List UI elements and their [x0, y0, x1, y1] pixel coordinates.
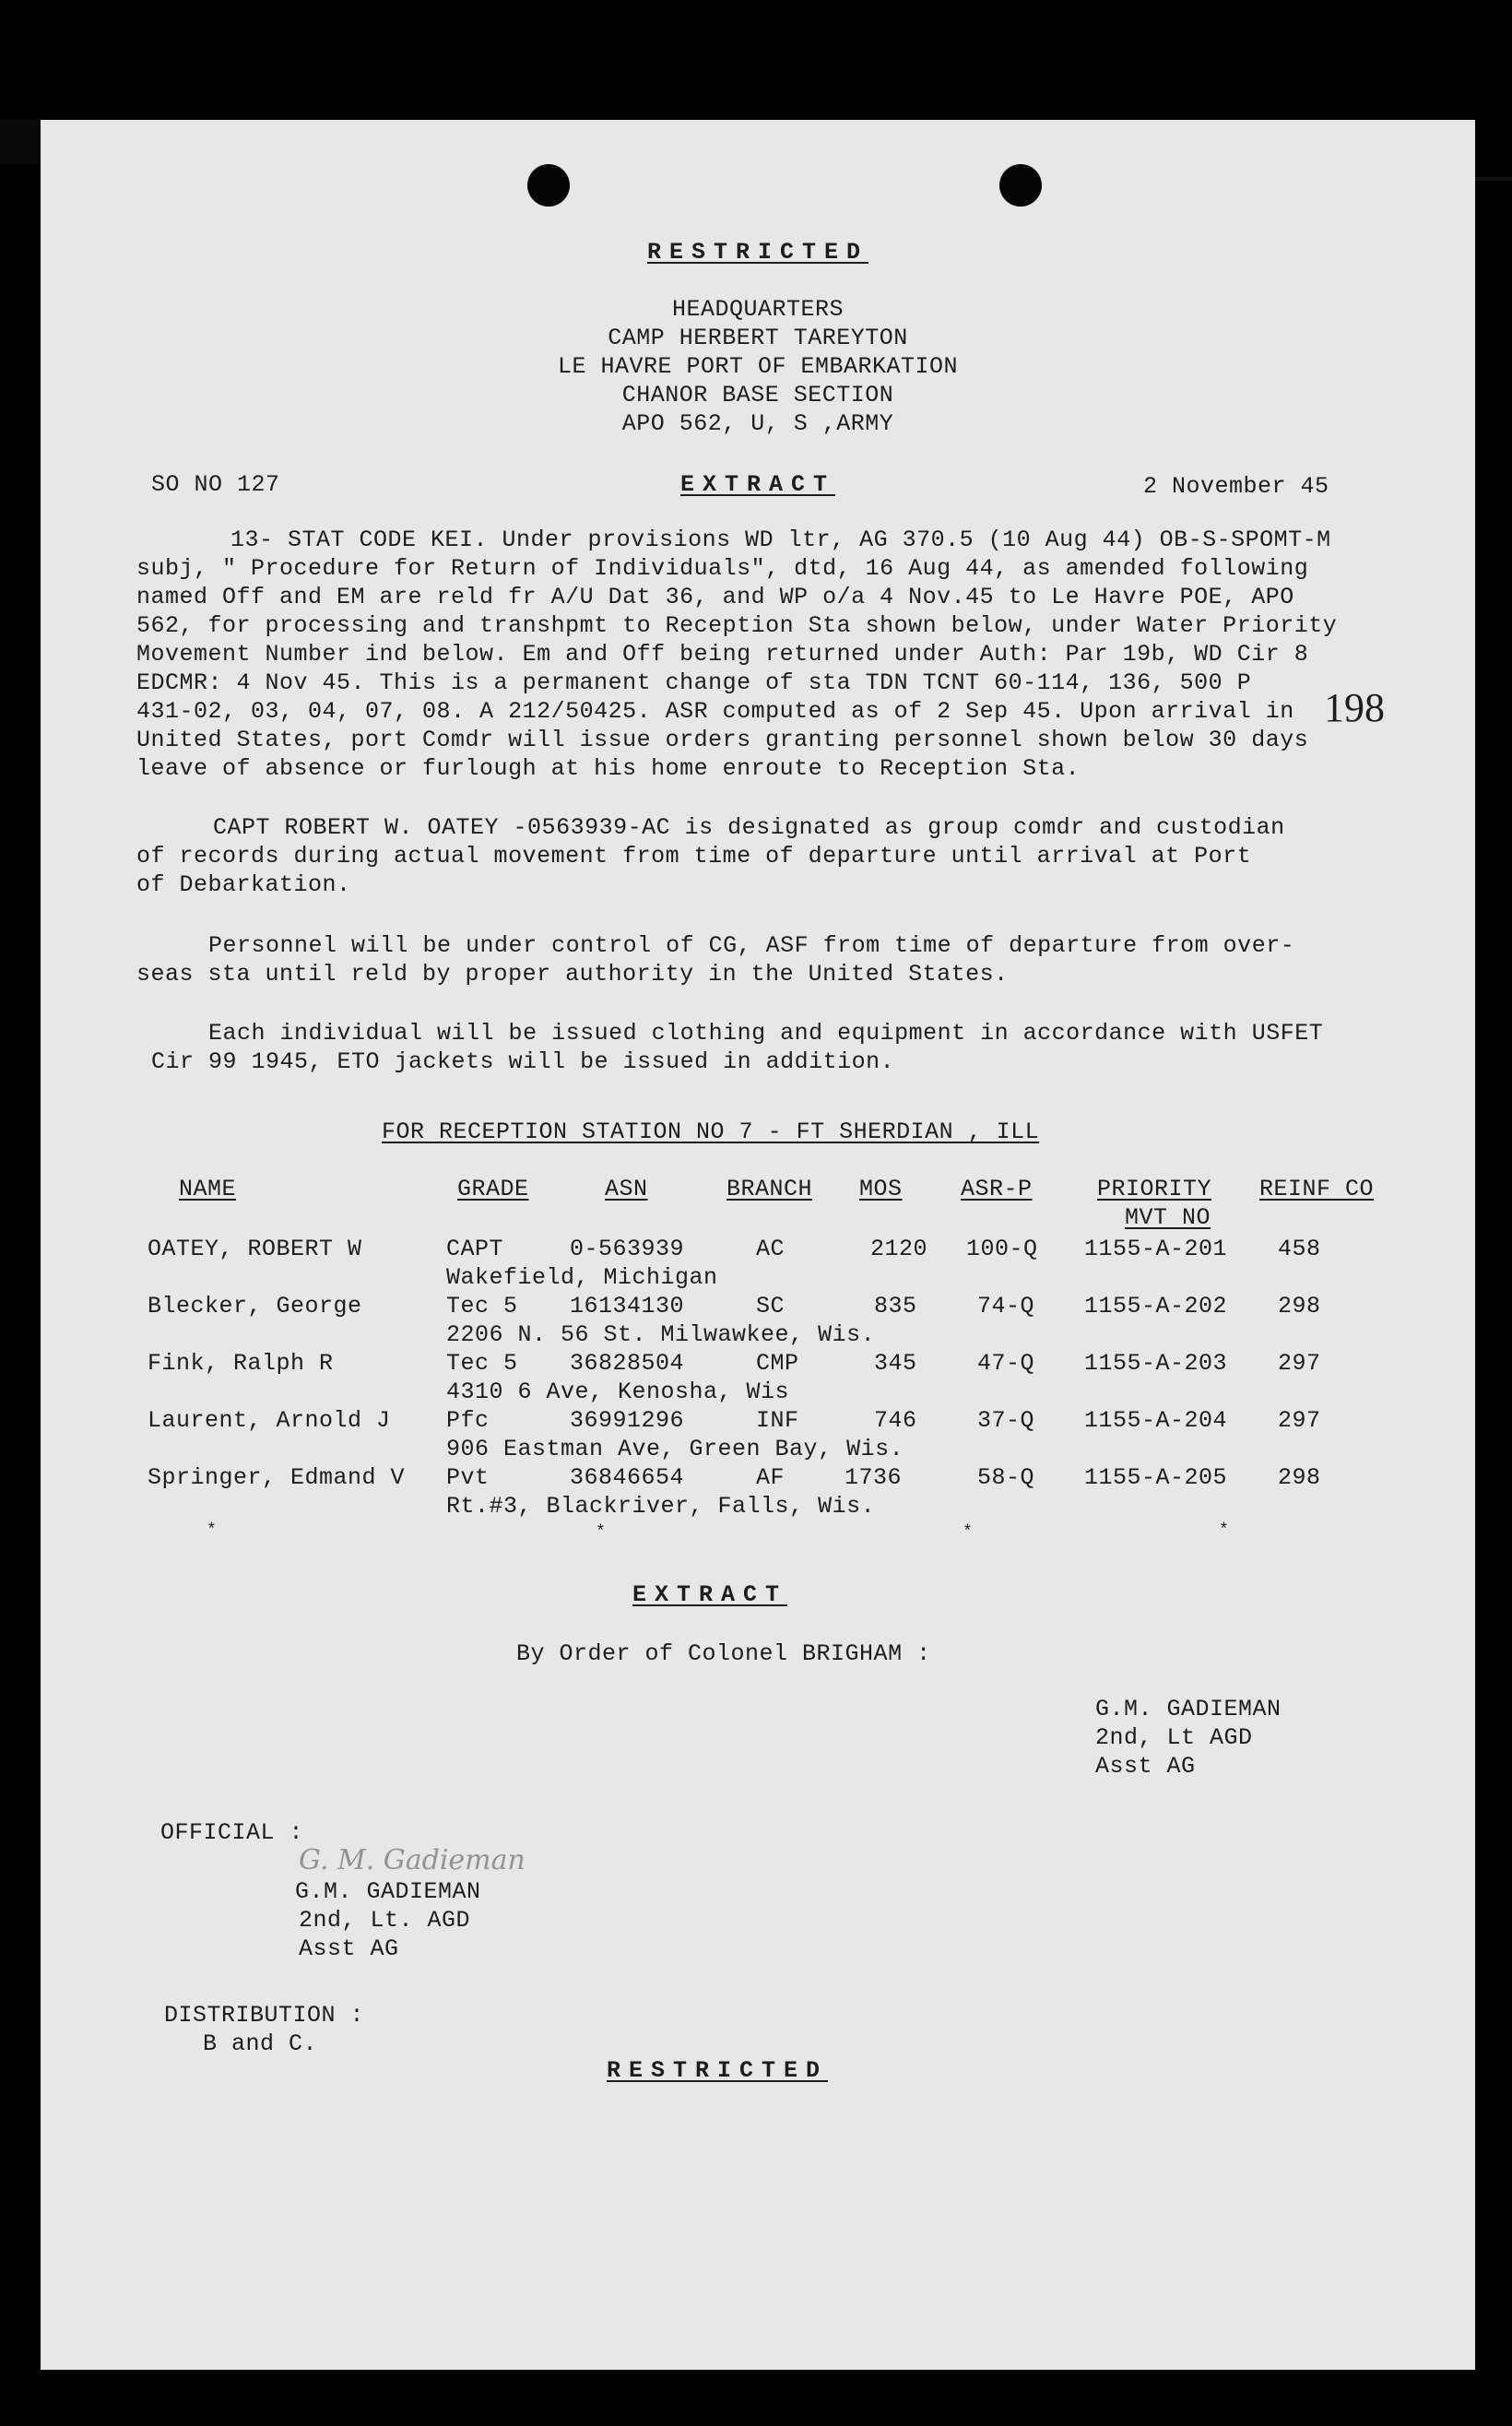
paragraph-line: CAPT ROBERT W. OATEY -0563939-AC is designated as group comdr and custodian [184, 814, 1285, 841]
col-header-grade: GRADE [457, 1176, 529, 1202]
paragraph-line: named Off and EM are reld fr A/U Dat 36, and WP o/a 4 Nov.45 to Le Havre POE, APO [136, 584, 1294, 610]
cell-name: Laurent, Arnold J [148, 1407, 391, 1434]
col-header-asr: ASR-P [961, 1176, 1033, 1202]
reception-heading: FOR RECEPTION STATION NO 7 - FT SHERDIAN , ILL [382, 1118, 1040, 1145]
cell-mvt: 1155-A-204 [1084, 1407, 1228, 1434]
paragraph-line: 431-02, 03, 04, 07, 08. A 212/50425. ASR computed as of 2 Sep 45. Upon arrival in [136, 698, 1294, 725]
cell-address: 2206 N. 56 St. Milwawkee, Wis. [446, 1321, 876, 1348]
col-header-name: NAME [179, 1176, 237, 1202]
cell-asr: 100-Q [966, 1236, 1038, 1262]
cell-reinf: 297 [1278, 1350, 1321, 1377]
cell-mvt: 1155-A-201 [1084, 1236, 1228, 1262]
cell-branch: INF [756, 1407, 799, 1434]
header-line: APO 562, U, S ,ARMY [621, 410, 894, 437]
classification-top: RESTRICTED [646, 239, 869, 266]
official-line: 2nd, Lt. AGD [299, 1907, 471, 1934]
distribution-value: B and C. [203, 2030, 318, 2057]
cell-mvt: 1155-A-203 [1084, 1350, 1228, 1377]
cell-name: Blecker, George [148, 1293, 362, 1320]
asterisk-marker: * [963, 1523, 973, 1542]
cell-mos: 1736 [845, 1464, 903, 1491]
header-line: HEADQUARTERS [671, 296, 845, 323]
extract-title: EXTRACT [679, 471, 836, 498]
cell-branch: CMP [756, 1350, 799, 1377]
cell-mvt: 1155-A-205 [1084, 1464, 1228, 1491]
punch-hole-left [527, 164, 570, 207]
cell-reinf: 458 [1278, 1236, 1321, 1262]
cell-asn: 16134130 [570, 1293, 685, 1320]
cell-asr: 37-Q [977, 1407, 1035, 1434]
paragraph-line: of Debarkation. [136, 871, 351, 898]
col-header-reinf: REINF CO [1259, 1176, 1375, 1202]
cell-asn: 36846654 [570, 1464, 685, 1491]
paragraph-line: seas sta until reld by proper authority in the United States. [136, 961, 1009, 988]
classification-bottom: RESTRICTED [607, 2057, 829, 2084]
cell-asn: 0-563939 [570, 1236, 685, 1262]
cell-name: OATEY, ROBERT W [148, 1236, 362, 1262]
paragraph-line: EDCMR: 4 Nov 45. This is a permanent change of sta TDN TCNT 60-114, 136, 500 P [136, 669, 1252, 696]
page-number: 198 [1324, 685, 1385, 730]
cell-grade: Tec 5 [446, 1293, 518, 1320]
cell-reinf: 298 [1278, 1464, 1321, 1491]
paragraph-line: Movement Number ind below. Em and Off being returned under Auth: Par 19b, WD Cir 8 [136, 641, 1309, 668]
paragraph-line: of records during actual movement from time of departure until arrival at Port [136, 843, 1252, 870]
handwritten-signature: G. M. Gadieman [299, 1844, 526, 1876]
paragraph-line: 562, for processing and transhpmt to Reception Sta shown below, under Water Priority [136, 612, 1338, 639]
cell-address: Wakefield, Michigan [446, 1264, 718, 1291]
official-label: OFFICIAL : [160, 1819, 304, 1846]
cell-asr: 74-Q [977, 1293, 1035, 1320]
cell-grade: Pvt [446, 1464, 490, 1491]
order-by-line: By Order of Colonel BRIGHAM : [516, 1640, 931, 1667]
cell-address: 4310 6 Ave, Kenosha, Wis [446, 1379, 790, 1405]
edge-mark [1475, 177, 1512, 181]
official-line: G.M. GADIEMAN [295, 1878, 481, 1905]
cell-grade: Pfc [446, 1407, 490, 1434]
cell-branch: AC [756, 1236, 786, 1262]
cell-grade: Tec 5 [446, 1350, 518, 1377]
cell-asn: 36828504 [570, 1350, 685, 1377]
cell-asn: 36991296 [570, 1407, 685, 1434]
cell-mos: 2120 [870, 1236, 928, 1262]
asterisk-marker: * [207, 1521, 217, 1540]
cell-mvt: 1155-A-202 [1084, 1293, 1228, 1320]
header-line: CHANOR BASE SECTION [621, 382, 894, 408]
official-line: Asst AG [299, 1935, 399, 1962]
paragraph-line: United States, port Comdr will issue orders granting personnel shown below 30 days [136, 727, 1309, 753]
cell-address: Rt.#3, Blackriver, Falls, Wis. [446, 1493, 876, 1520]
cell-asr: 58-Q [977, 1464, 1035, 1491]
cell-grade: CAPT [446, 1236, 504, 1262]
cell-mos: 835 [874, 1293, 917, 1320]
col-header-mos: MOS [859, 1176, 903, 1202]
cell-name: Springer, Edmand V [148, 1464, 406, 1491]
extract-footer: EXTRACT [632, 1581, 788, 1608]
punch-hole-right [999, 164, 1042, 207]
header-line: LE HAVRE PORT OF EMBARKATION [557, 353, 959, 380]
col-header-priority: PRIORITY [1097, 1176, 1212, 1202]
order-number: SO NO 127 [151, 471, 280, 498]
header-line: CAMP HERBERT TAREYTON [608, 325, 908, 351]
paragraph-line: 13- STAT CODE KEI. Under provisions WD ltr, AG 370.5 (10 Aug 44) OB-S-SPOMT-M [230, 527, 1331, 553]
cell-mos: 746 [874, 1407, 917, 1434]
col-header-asn: ASN [605, 1176, 648, 1202]
cell-name: Fink, Ralph R [148, 1350, 334, 1377]
cell-reinf: 298 [1278, 1293, 1321, 1320]
distribution-label: DISTRIBUTION : [164, 2002, 365, 2029]
col-header-mvt-no: MVT NO [1125, 1204, 1211, 1231]
document-page [41, 120, 1475, 2370]
asterisk-marker: * [1219, 1521, 1229, 1540]
paragraph-line: subj, " Procedure for Return of Individuals", dtd, 16 Aug 44, as amended following [136, 555, 1309, 582]
cell-address: 906 Eastman Ave, Green Bay, Wis. [446, 1436, 904, 1462]
order-date: 2 November 45 [1143, 473, 1329, 500]
col-header-branch: BRANCH [726, 1176, 813, 1202]
signatory-line: G.M. GADIEMAN [1095, 1696, 1282, 1722]
cell-branch: AF [756, 1464, 786, 1491]
signatory-line: Asst AG [1095, 1753, 1196, 1780]
paragraph-line: leave of absence or furlough at his home enroute to Reception Sta. [136, 755, 1081, 782]
cell-branch: SC [756, 1293, 786, 1320]
asterisk-marker: * [596, 1523, 606, 1542]
cell-asr: 47-Q [977, 1350, 1035, 1377]
cell-mos: 345 [874, 1350, 917, 1377]
signatory-line: 2nd, Lt AGD [1095, 1724, 1253, 1751]
cell-reinf: 297 [1278, 1407, 1321, 1434]
paragraph-line: Personnel will be under control of CG, ASF from time of departure from over- [151, 932, 1295, 959]
paragraph-line: Each individual will be issued clothing and equipment in accordance with USFET [151, 1020, 1324, 1047]
paragraph-line: Cir 99 1945, ETO jackets will be issued in addition. [151, 1048, 895, 1075]
